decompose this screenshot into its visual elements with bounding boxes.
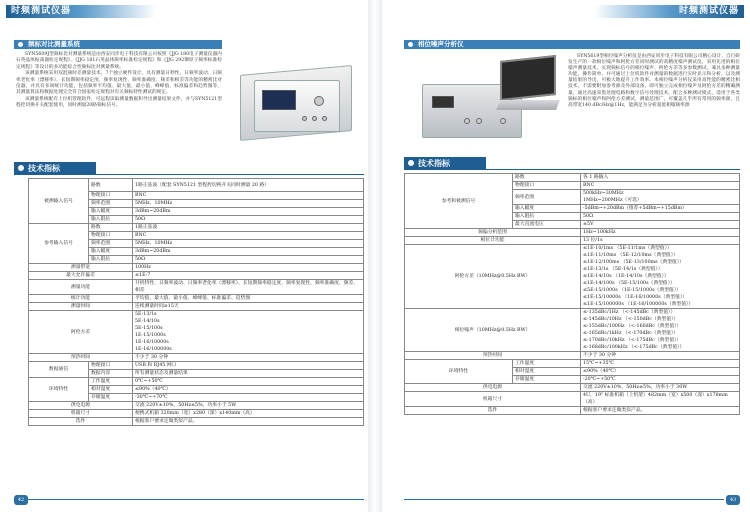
table-row [405, 245, 740, 309]
table-cell: 100Hz [133, 264, 364, 272]
table-group-cell: 环境特性 [405, 360, 513, 384]
frequency-comparator-image [234, 60, 362, 155]
footer-line [404, 499, 724, 500]
phase-noise-value: ≤-155dBc/100Hz （<-160dBc（典型值）） [583, 324, 682, 329]
left-spec-table [28, 178, 364, 426]
table-cell: 预热时间 [405, 352, 581, 360]
table-cell: 输入幅度 [513, 205, 581, 213]
allan-value: ≤1E-14/10s （1E-14/10s（典型值）） [583, 274, 669, 279]
table-cell: 机箱尺寸 [405, 392, 581, 407]
table-row [405, 174, 740, 182]
spec-divider [14, 174, 364, 175]
table-cell: 物理接口 [513, 182, 581, 190]
table-row [29, 264, 364, 272]
allan-value: 1E-15/1000s [135, 333, 166, 338]
table-cell: 5MHz、10MHz [133, 240, 364, 248]
table-cell: 输入阻抗 [89, 256, 133, 264]
table-group-cell: 被测输入信号 [29, 179, 89, 224]
table-row [29, 311, 364, 354]
right-header-title: 时频测试仪器 [594, 5, 744, 18]
table-cell: 输入阻抗 [513, 213, 581, 221]
allan-value: ≤1E-13/1s （5E-14/1s（典型值）） [583, 267, 663, 272]
page-gutter [368, 0, 382, 512]
table-cell: 频率范围 [89, 240, 133, 248]
table-group-cell: 环境特性 [29, 378, 89, 402]
allan-value: ≤1E-15/100000s （1E-16/100000s（典型值）） [583, 302, 694, 307]
table-cell: 交流 220V±10%，50Hz±5%，功率小于 30W [581, 384, 740, 392]
table-cell: 根据客户要求定做类似产品。 [581, 407, 740, 415]
table-cell: 选件 [405, 407, 581, 415]
table-row [29, 272, 364, 280]
table-cell: 50Ω [581, 213, 740, 221]
phase-noise-value: ≤-168dBc/100kHz （<-175dBc（典型值）） [583, 345, 685, 350]
table-row [405, 352, 740, 360]
left-spec-title [14, 162, 96, 174]
table-cell: 最大直流电压 [513, 221, 581, 229]
table-row [405, 392, 740, 407]
table-cell: 测量带宽 [29, 264, 133, 272]
table-row [29, 224, 364, 232]
table-cell: ±5V [581, 221, 740, 229]
table-cell: 测量功能 [29, 280, 133, 295]
table-cell: BNC [133, 232, 364, 240]
allan-value: 1E-16/10000s [135, 340, 169, 345]
table-cell: 频率范围 [513, 190, 581, 205]
table-cell: 机箱尺寸 [29, 410, 133, 418]
table-cell: 路数 [89, 179, 133, 192]
intro-paragraph: SYN5609J型频标比对测量系统是由西安同步电子科技有限公司按照《JJG 180电子测量仪器内石英晶体振荡器检定规程》、《JJG 181石英晶体频率标准检定规程》和《JJG 292铷原子频率标准检定规程》等设计的多功能综合性频标比对测量系统。 [16, 52, 222, 70]
bullet-icon [18, 165, 24, 171]
right-page [382, 0, 744, 512]
allan-value: ≤1E-10/1ms （5E-11/1ms（典型值）） [583, 246, 672, 251]
phase-noise-analyzer-image [402, 56, 562, 156]
table-cell: 工作温度 [89, 378, 133, 386]
table-cell: 500kHz~30MHz 1MHz~200MHz（可选） [581, 190, 740, 205]
table-cell: 4U，19" 标准机箱（上机架）482mm（宽）x500（深）x178mm（高） [581, 392, 740, 407]
table-cell: 交流 220V±10%，50Hz±5%，功率小于 5W [133, 402, 364, 410]
table-cell: 数据内容 [89, 370, 133, 378]
table-cell: 1Hz~100kHz [581, 229, 740, 237]
phase-noise-value: ≤-145dBc/10Hz （<-150dBc（典型值）） [583, 317, 679, 322]
bullet-icon [408, 42, 413, 47]
right-section-label: 相位噪声分析仪 [418, 40, 464, 48]
table-cell: 物理接口 [89, 232, 133, 240]
allan-value: ≤1E-15/10000s （1E-16/10000s（典型值）） [583, 295, 688, 300]
table-row [29, 179, 364, 192]
table-cell: 50Ω [133, 216, 364, 224]
table-cell: 13 位/1s [581, 237, 740, 245]
right-section-title [404, 40, 740, 49]
table-cell: 测量时间 [29, 303, 133, 311]
table-cell: -20℃~+50℃ [581, 376, 740, 384]
table-cell: 路数 [513, 174, 581, 182]
table-cell: 频率范围 [89, 200, 133, 208]
table-cell: 选件 [29, 418, 133, 426]
table-cell: -5dBm~+20dBm（推荐+5dBm~+15dBm） [581, 205, 740, 213]
table-row [405, 384, 740, 392]
left-intro [16, 52, 222, 110]
table-row [405, 360, 740, 368]
table-cell: 存储温度 [513, 376, 581, 384]
table-cell: 工作温度 [513, 360, 581, 368]
table-cell: 1路正弦波 [133, 224, 364, 232]
table-cell: 存储温度 [89, 394, 133, 402]
table-cell: 所有测量状态及测量结果 [133, 370, 364, 378]
phase-noise-value: ≤-170dBc/10kHz （<-175dBc（典型值）） [583, 338, 682, 343]
table-row [29, 303, 364, 311]
table-cell: 供电电源 [405, 384, 581, 392]
table-row [405, 237, 740, 245]
allan-value: 5E-14/10s [135, 319, 160, 324]
table-group-cell: 参考输入信号 [29, 224, 89, 264]
table-cell: 50Ω [133, 256, 364, 264]
table-cell: 3dBm~20dBm [133, 248, 364, 256]
allan-value: ≤1E-14/100s （5E-15/100s（典型值）） [583, 281, 675, 286]
table-cell: 开机特性、日频率波动、日频率老化率（漂移率）、长短期频率稳定度、频率复现性、频率准确度、频差、相差 [133, 280, 364, 295]
left-section-title [14, 40, 222, 49]
table-cell [581, 245, 740, 309]
table-cell: USB 和 RJ45 网口 [133, 362, 364, 370]
table-row [29, 410, 364, 418]
table-cell: 相位计功能 [405, 237, 581, 245]
footer-line [28, 499, 364, 500]
spec-divider [404, 169, 740, 170]
allan-value: ≤1E-12/100ms （5E-13/100ms（典型值）） [583, 260, 685, 265]
table-row [29, 402, 364, 410]
left-page [6, 0, 368, 512]
table-row [29, 354, 364, 362]
table-row [29, 362, 364, 370]
page-number: 43 [726, 495, 740, 505]
table-group-cell: 阿伦方差 [29, 311, 133, 354]
table-cell: 物理接口 [89, 192, 133, 200]
table-cell: 5MHz、10MHz [133, 200, 364, 208]
table-cell: 统计功能 [29, 295, 133, 303]
table-cell: 供电电源 [29, 402, 133, 410]
allan-value: 5E-15/100s [135, 326, 163, 331]
right-intro [568, 54, 740, 109]
table-group-cell: 参考和被测信号 [405, 174, 513, 229]
table-cell: 便携式机箱 320mm（宽）x280（深）x140mm（高） [133, 410, 364, 418]
left-spec-label: 技术指标 [28, 163, 60, 173]
table-cell: 路数 [89, 224, 133, 232]
table-cell: 不少于 30 分钟 [133, 354, 364, 362]
table-cell: BNC [581, 182, 740, 190]
right-spec-label: 技术指标 [418, 158, 450, 168]
phase-noise-value: ≤-165dBc/1kHz （<-170dBc（典型值）） [583, 331, 679, 336]
table-cell: -30℃~+70℃ [133, 394, 364, 402]
allan-value: ≤1E-11/10ms （5E-12/10ms（典型值）） [583, 253, 678, 258]
table-row [405, 229, 740, 237]
allan-value: 5E-13/1s [135, 312, 157, 317]
table-row [29, 418, 364, 426]
table-cell: 输入幅度 [89, 208, 133, 216]
table-row [29, 280, 364, 295]
table-cell: 相对湿度 [89, 386, 133, 394]
table-row [405, 407, 740, 415]
bullet-icon [18, 42, 23, 47]
table-cell: 不少于 30 分钟 [581, 352, 740, 360]
page-number: 42 [14, 495, 28, 505]
table-cell: ≤90%（40℃） [581, 368, 740, 376]
table-cell: ≤90%（40℃） [133, 386, 364, 394]
table-cell: 物理接口 [89, 362, 133, 370]
table-cell: 平均值、最大值、最小值、峰峰值、标准偏差、趋势图 [133, 295, 364, 303]
table-cell [133, 311, 364, 354]
intro-paragraph: 该测量系统采用双混频时差测量技术，7个独立硬件设计，具有测量日秒性、日频率波动、日频率老化率（漂移率）、长短期频率稳定度、频率复现性、频率准确度、频差和相差等功能的精密比对仪器，并具有多项统计功能，包括频率平均值、最大值、最小值、峰峰值、标准偏差和趋势图等，其测量算法和数据处理完全符合国家检定规程对有关频标特性测试的规定。 [16, 71, 222, 96]
table-cell: 3dBm~20dBm [133, 208, 364, 216]
table-cell: 连续测量时间≥15天 [133, 303, 364, 311]
table-group-cell: 阿伦方差（10MHz@0.5Hz BW） [405, 245, 581, 309]
table-cell: 根据客户要求定做类似产品。 [133, 418, 364, 426]
table-group-cell: 数据通信 [29, 362, 89, 378]
bullet-icon [408, 160, 414, 166]
table-cell: 各 1 路输入 [581, 174, 740, 182]
table-cell: 1路正弦波（配套 SYN5121 型程控切换开关同时测量 20 路） [133, 179, 364, 192]
right-spec-title [404, 157, 486, 169]
left-section-label: 频标对比测量系统 [28, 40, 80, 48]
intro-paragraph: SYN5619型相位噪声分析仪是由西安同步电子科技有限公司精心设计、自行研发生产的一款相位噪声和阿伦方差同时测试的高精度噪声测试仪，采用先进的相位噪声测量技术，实现频标信号的相位噪声、阿伦方差等多参数测试，兼具多种测量功能，操作简单，并可通过上位机软件对测量的数据进行实时显示和分析，以及测量结果的导出，可极大地提升工作效率。本相位噪声分析仪采用高性能的精密比相技术，不需要附加参考源及外部设备，即可独立完成相位噪声及阿伦方差的精确测量，通过高速采集处理电路和数字信号处理技术，配合多种测试模式，适用于各类频标的相位噪声和阿伦方差测试，测量范围广，可覆盖几乎所有常用的频率源，且高带宽140 dBc/Hz@1Hz，能满足为分析超低相噪频率源 [568, 54, 740, 108]
table-cell: 输入阻抗 [89, 216, 133, 224]
phase-noise-value: ≤-135dBc/1Hz （<-145dBc（典型值）） [583, 310, 676, 315]
table-cell: BNC [133, 192, 364, 200]
table-group-cell: 相位噪声（10MHz@0.5Hz BW） [405, 309, 581, 352]
table-row [405, 309, 740, 352]
table-cell: 相对湿度 [513, 368, 581, 376]
allan-value: 1E-16/100000s [135, 347, 172, 352]
table-cell: 最大允许偏差 [29, 272, 133, 280]
allan-value: ≤5E-15/1000s （1E-15/1000s（典型值）） [583, 288, 682, 293]
table-row [29, 295, 364, 303]
table-cell: 预热时间 [29, 354, 133, 362]
table-cell: 0℃~+50℃ [133, 378, 364, 386]
table-cell: 15℃~+35℃ [581, 360, 740, 368]
table-cell: ≤1E-7 [133, 272, 364, 280]
table-row [29, 378, 364, 386]
right-spec-table [404, 173, 740, 415]
table-cell: 输入幅度 [89, 248, 133, 256]
table-cell: 频偏分析范围 [405, 229, 581, 237]
table-cell [581, 309, 740, 352]
left-header-title: 时频测试仪器 [6, 5, 156, 18]
intro-paragraph: 该测量系统配有上位机管理软件，可远程读取测量数据和导出测量结果文件，并与SYN5121型程控切换开关配套使用，同时测量20路频标信号。 [16, 96, 222, 109]
